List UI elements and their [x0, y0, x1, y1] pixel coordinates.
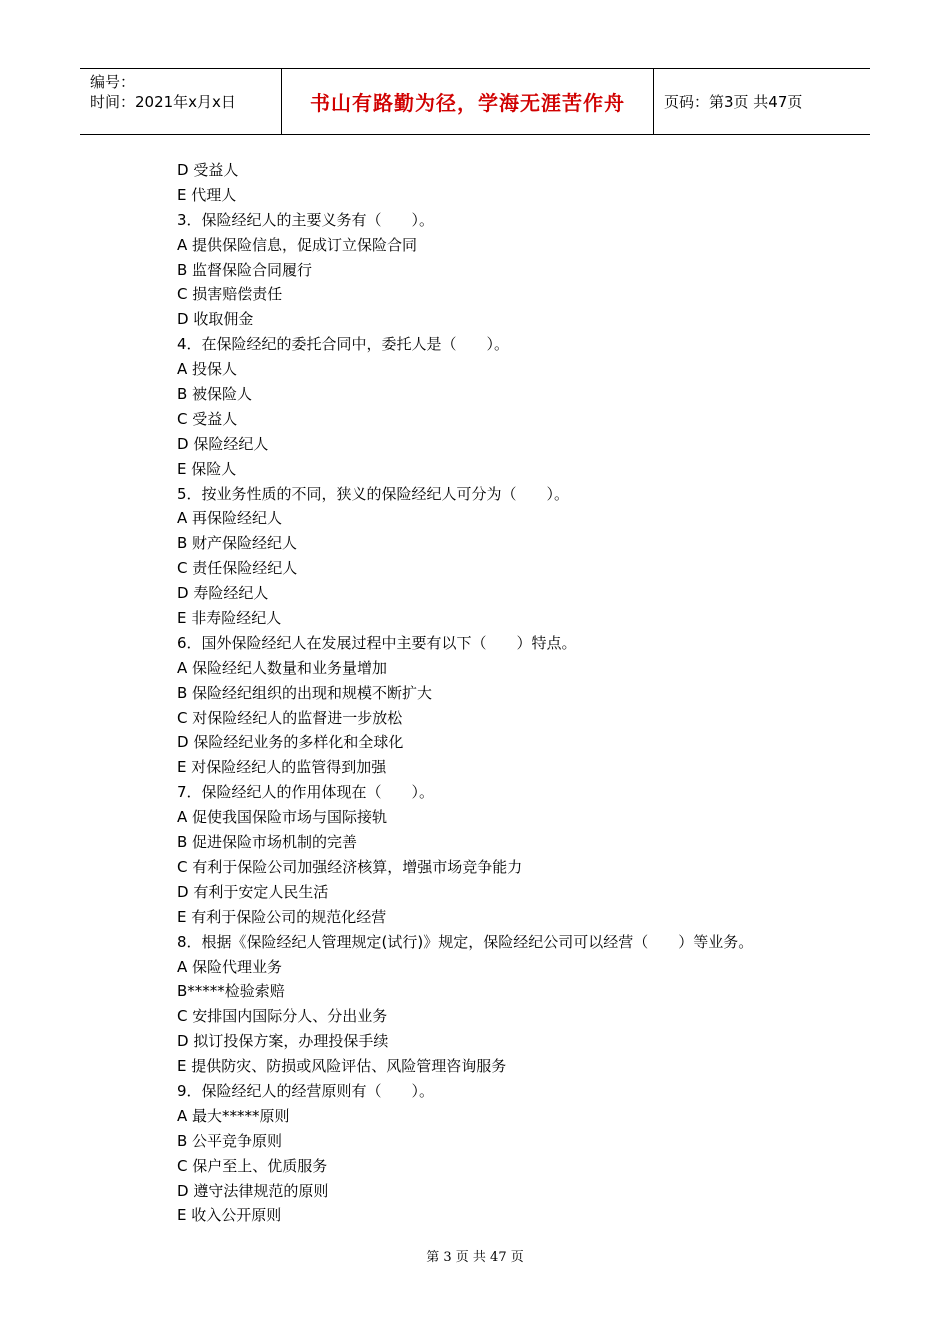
option-line: E 提供防灾、防损或风险评估、风险管理咨询服务 — [177, 1057, 507, 1076]
option-line: A 保险代理业务 — [177, 957, 283, 976]
document-body — [177, 158, 857, 1228]
question-line: 8．根据《保险经纪人管理规定(试行)》规定，保险经纪公司可以经营（ ）等业务。 — [177, 932, 754, 951]
option-line: C 受益人 — [177, 409, 238, 428]
question-line: 5．按业务性质的不同，狭义的保险经纪人可分为（ ）。 — [177, 484, 570, 503]
header-meta — [80, 69, 282, 134]
question-line: 7．保险经纪人的作用体现在（ ）。 — [177, 783, 435, 802]
option-line: D 保险经纪业务的多样化和全球化 — [177, 733, 404, 752]
option-line: D 受益人 — [177, 161, 239, 179]
option-line: E 对保险经纪人的监管得到加强 — [177, 758, 387, 777]
option-line: C 有利于保险公司加强经济核算，增强市场竞争能力 — [177, 857, 523, 876]
option-line: E 收入公开原则 — [177, 1206, 282, 1225]
option-line: B 公平竞争原则 — [177, 1131, 283, 1150]
option-line: C 保户至上、优质服务 — [177, 1156, 328, 1175]
option-line: B 保险经纪组织的出现和规模不断扩大 — [177, 683, 433, 702]
option-line: C 损害赔偿责任 — [177, 285, 283, 304]
option-line: A 促使我国保险市场与国际接轨 — [177, 808, 388, 827]
time-label: 时间：2021年x月x日 — [90, 93, 236, 111]
option-line: A 投保人 — [177, 360, 238, 379]
number-label: 编号： — [90, 73, 136, 91]
question-line: 3．保险经纪人的主要义务有（ ）。 — [177, 210, 435, 229]
question-line: 9．保险经纪人的经营原则有（ ）。 — [177, 1081, 435, 1100]
option-line: D 收取佣金 — [177, 310, 254, 329]
question-line: 6．国外保险经纪人在发展过程中主要有以下（ ）特点。 — [177, 633, 577, 652]
option-line: B 促进保险市场机制的完善 — [177, 833, 358, 852]
option-line: D 遵守法律规范的原则 — [177, 1181, 329, 1200]
option-line: C 对保险经纪人的监督进一步放松 — [177, 708, 403, 727]
header-page-info: 页码：第3页 共47页 — [664, 93, 803, 111]
option-line: C 责任保险经纪人 — [177, 559, 298, 578]
option-line: A 再保险经纪人 — [177, 509, 283, 528]
option-line: A 保险经纪人数量和业务量增加 — [177, 658, 388, 677]
header-motto: 书山有路勤为径，学海无涯苦作舟 — [282, 69, 654, 134]
option-line: E 非寿险经纪人 — [177, 609, 282, 628]
option-line: E 代理人 — [177, 185, 237, 204]
option-line: A 提供保险信息，促成订立保险合同 — [177, 235, 418, 254]
page-header — [80, 68, 870, 135]
option-line: B*****检验索赔 — [177, 982, 285, 1001]
option-line: D 寿险经纪人 — [177, 584, 269, 603]
option-line: C 安排国内国际分人、分出业务 — [177, 1007, 388, 1026]
option-line: E 有利于保险公司的规范化经营 — [177, 907, 387, 926]
question-line: 4．在保险经纪的委托合同中，委托人是（ ）。 — [177, 335, 510, 354]
option-line: D 保险经纪人 — [177, 434, 269, 453]
page-footer: 第 3 页 共 47 页 — [426, 1250, 524, 1265]
option-line: B 被保险人 — [177, 385, 253, 404]
option-line: D 拟订投保方案，办理投保手续 — [177, 1032, 389, 1051]
option-line: E 保险人 — [177, 459, 237, 478]
option-line: A 最大*****原则 — [177, 1106, 290, 1125]
option-line: B 监督保险合同履行 — [177, 260, 313, 279]
option-line: B 财产保险经纪人 — [177, 534, 298, 553]
option-line: D 有利于安定人民生活 — [177, 882, 329, 901]
